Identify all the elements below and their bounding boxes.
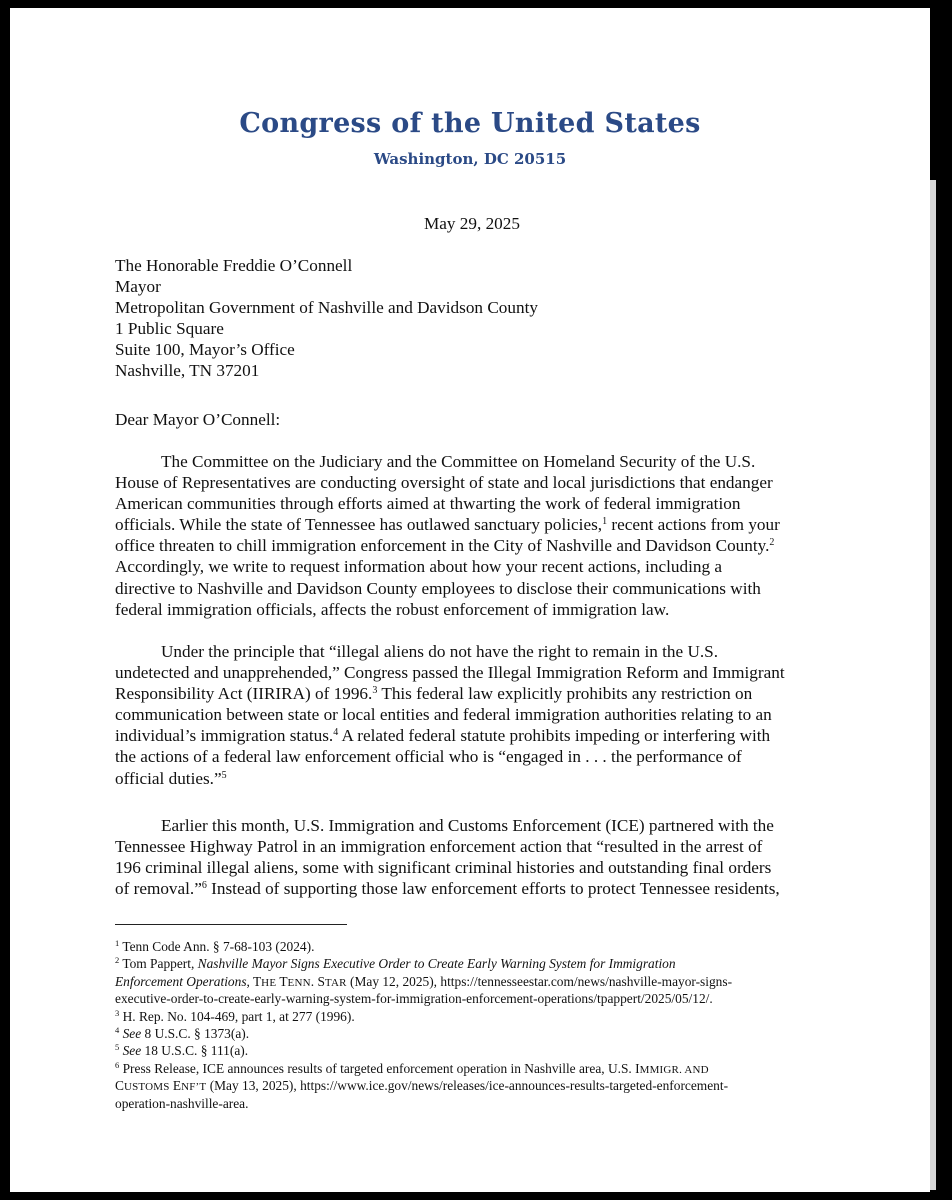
footnote-text: Tom Pappert,: [119, 956, 198, 972]
footnote-6: [115, 1060, 845, 1077]
footnote-divider: [115, 924, 347, 925]
footnote-ref: 6: [201, 880, 207, 892]
footnote-number: 6: [115, 1059, 120, 1070]
paragraph-line: [115, 683, 837, 704]
footnotes: [115, 938, 845, 1112]
footnote-text: E: [169, 1078, 182, 1094]
footnote-text: T: [276, 973, 288, 989]
paragraph-line: American communities through efforts aimed at thwarting the work of federal immigration: [115, 494, 741, 514]
footnote-6-cont: [115, 1077, 845, 1094]
paragraph-line: communication between state or local entities and federal immigration authorities relating to an: [115, 705, 772, 725]
address-line: Mayor: [115, 277, 161, 296]
footnote-5: [115, 1042, 845, 1059]
paragraph-line: undetected and unapprehended,” Congress passed the Illegal Immigration Reform and Immigrant: [115, 663, 785, 683]
paragraph-line: [115, 535, 837, 556]
line-text: individual’s immigration status.: [115, 726, 334, 746]
footnote-2-url: executive-order-to-create-early-warning-system-for-immigration-enforcement-operations/tpappert/2025/05/12/.: [115, 991, 713, 1007]
letter-date: May 29, 2025: [424, 214, 520, 233]
letterhead-subtitle: Washington, DC 20515: [373, 150, 567, 168]
body-paragraph-3: [115, 815, 837, 899]
footnote-text: H. Rep. No. 104-469, part 1, at 277 (1996).: [119, 1008, 355, 1024]
signal-word: See: [122, 1043, 142, 1059]
signal-word: See: [122, 1025, 142, 1041]
body-paragraph-1: [115, 451, 837, 620]
footnote-text: (May 13, 2025), https://www.ice.gov/news/releases/ice-announces-results-targeted-enforcement-: [206, 1078, 729, 1094]
publication-name: HE: [261, 976, 277, 989]
line-text: of removal.”: [115, 879, 202, 899]
footnote-text: C: [115, 1078, 124, 1094]
footnote-text: 8 U.S.C. § 1373(a).: [141, 1025, 250, 1041]
line-text: This federal law explicitly prohibits any restriction on: [377, 684, 753, 704]
paragraph-line: 196 criminal illegal aliens, some with significant criminal histories and outstanding final orders: [115, 858, 772, 878]
scan-edge-shadow: [930, 180, 936, 1190]
letterhead: [10, 108, 930, 168]
footnote-text: Tenn Code Ann. § 7-68-103 (2024).: [119, 939, 315, 954]
recipient-address: [115, 255, 538, 381]
footnote-4: [115, 1025, 845, 1042]
agency-name: USTOMS: [123, 1081, 170, 1094]
footnote-ref: 5: [221, 769, 227, 781]
footnote-1: [115, 938, 845, 955]
paragraph-line: Tennessee Highway Patrol in an immigration enforcement action that “resulted in the arrest of: [115, 837, 763, 857]
paragraph-line: [115, 878, 837, 899]
footnote-2-cont: [115, 973, 845, 990]
line-text: Instead of supporting those law enforcement efforts to protect Tennessee residents,: [206, 879, 780, 899]
paragraph-line: Accordingly, we write to request information about how your recent actions, including a: [115, 557, 722, 577]
line-text: officials. While the state of Tennessee has outlawed sanctuary policies,: [115, 515, 603, 535]
paragraph-line: federal immigration officials, affects the robust enforcement of immigration law.: [115, 599, 670, 619]
paragraph-line: [115, 768, 837, 789]
agency-name: MMIGR. AND: [639, 1063, 709, 1076]
footnote-ref: 1: [602, 516, 608, 528]
paragraph-line: The Committee on the Judiciary and the Committee on Homeland Security of the U.S.: [161, 452, 756, 471]
footnote-number: 4: [115, 1024, 120, 1035]
footnote-text: . S: [310, 973, 325, 989]
paragraph-line: directive to Nashville and Davidson County employees to disclose their communications with: [115, 578, 761, 598]
footnote-2: [115, 955, 845, 972]
footnote-text: (May 12, 2025), https://tennesseestar.com/news/nashville-mayor-signs-: [346, 973, 733, 989]
address-line: Nashville, TN 37201: [115, 361, 260, 380]
paragraph-line: [115, 514, 837, 535]
paragraph-line: the actions of a federal law enforcement official who is “engaged in . . . the performance of: [115, 747, 742, 767]
address-line: 1 Public Square: [115, 319, 224, 338]
salutation: Dear Mayor O’Connell:: [115, 410, 281, 429]
address-line: Suite 100, Mayor’s Office: [115, 340, 295, 359]
footnote-ref: 3: [372, 685, 378, 697]
article-title: Enforcement Operations: [115, 973, 247, 989]
paragraph-line: Earlier this month, U.S. Immigration and Customs Enforcement (ICE) partnered with the: [161, 816, 774, 835]
address-line: The Honorable Freddie O’Connell: [115, 256, 353, 275]
footnote-number: 2: [115, 955, 120, 966]
paragraph-line: House of Representatives are conducting oversight of state and local jurisdictions that endanger: [115, 473, 773, 493]
letterhead-title: Congress of the United States: [239, 108, 701, 139]
line-text: office threaten to chill immigration enforcement in the City of Nashville and Davidson County.: [115, 536, 770, 556]
paragraph-line: [115, 725, 837, 746]
footnote-text: Press Release, ICE announces results of targeted enforcement operation in Nashville area, U.S. I: [119, 1060, 640, 1076]
publication-name: TAR: [324, 976, 347, 989]
footnote-number: 3: [115, 1007, 120, 1018]
address-line: Metropolitan Government of Nashville and Davidson County: [115, 298, 538, 317]
letter-page: [10, 8, 930, 1192]
article-title: Nashville Mayor Signs Executive Order to Create Early Warning System for Immigration: [197, 956, 676, 972]
footnote-number: 1: [115, 938, 120, 948]
footnote-ref: 4: [333, 727, 339, 739]
body-paragraph-2: [115, 641, 837, 789]
footnote-number: 5: [115, 1042, 120, 1053]
footnote-6-url: operation-nashville-area.: [115, 1095, 249, 1111]
publication-name: ENN: [287, 976, 311, 989]
line-text: official duties.”: [115, 768, 222, 788]
footnote-3: [115, 1008, 845, 1025]
paragraph-line: Under the principle that “illegal aliens do not have the right to remain in the U.S.: [161, 642, 719, 661]
agency-name: NF’T: [181, 1081, 207, 1094]
line-text: A related federal statute prohibits impeding or interfering with: [338, 726, 771, 746]
line-text: recent actions from your: [607, 515, 780, 535]
line-text: Responsibility Act (IIRIRA) of 1996.: [115, 684, 373, 704]
footnote-ref: 2: [769, 537, 775, 549]
footnote-text: 18 U.S.C. § 111(a).: [141, 1043, 249, 1059]
footnote-text: , T: [246, 973, 262, 989]
